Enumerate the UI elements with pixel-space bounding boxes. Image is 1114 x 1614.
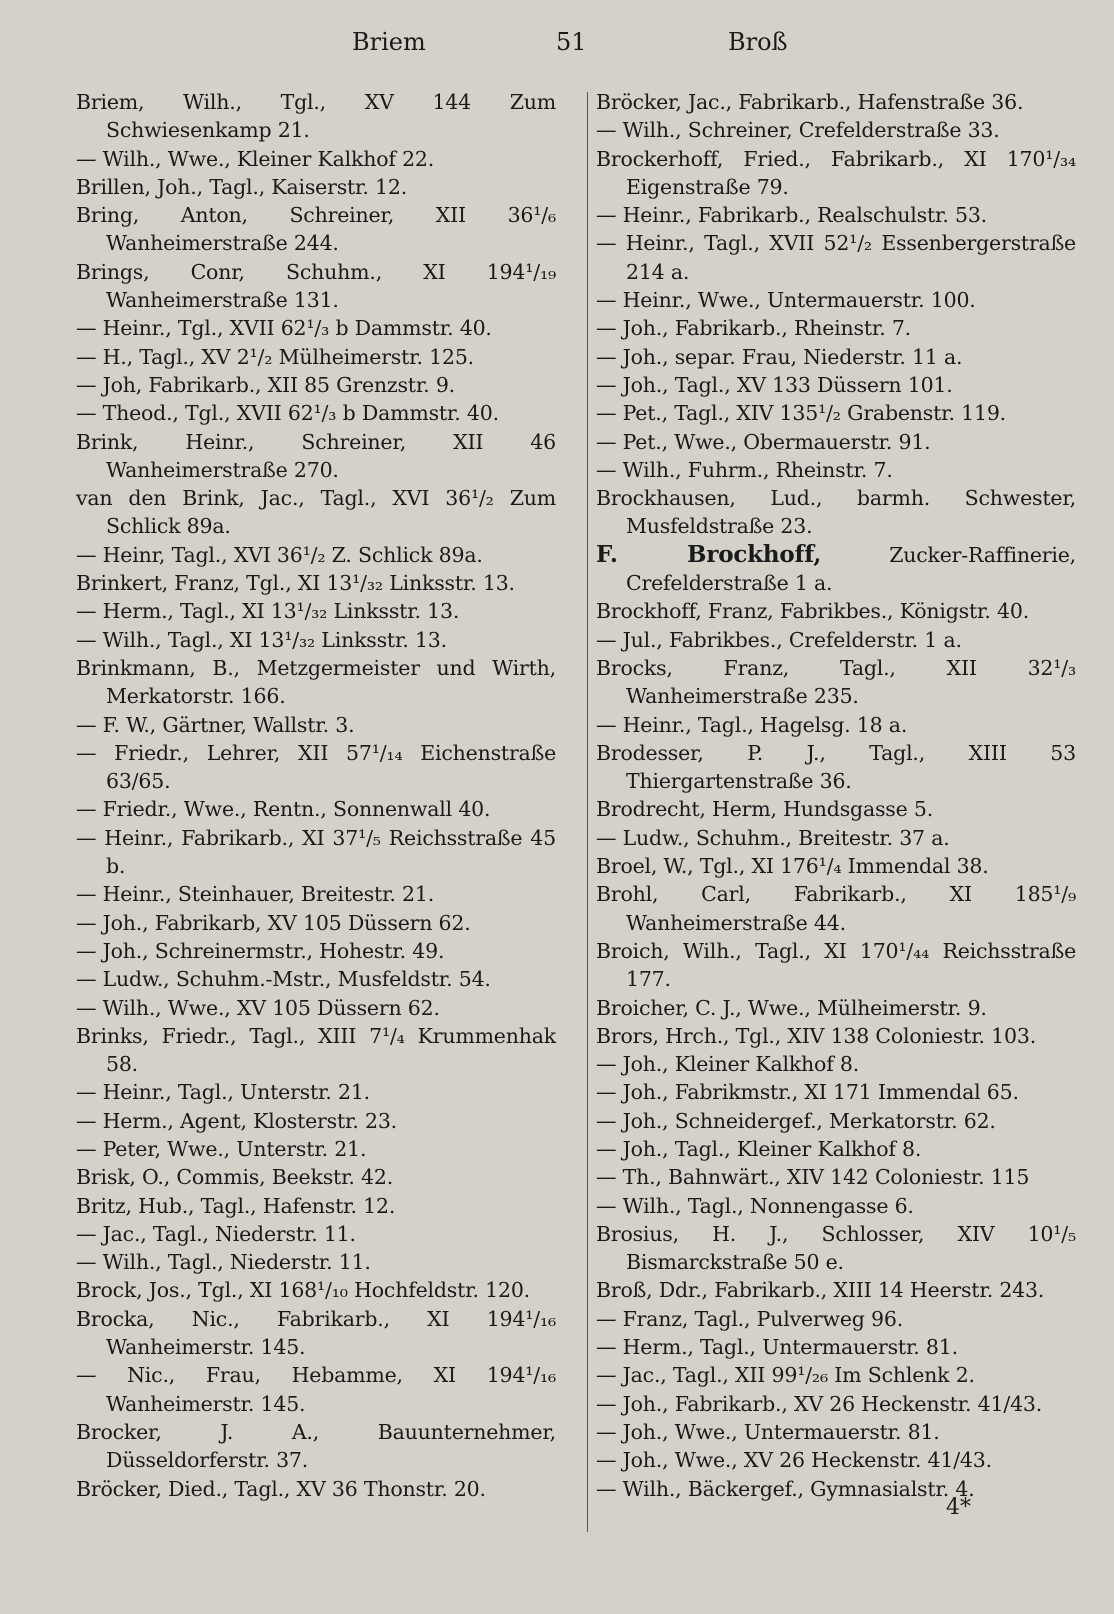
directory-entry: Bring, Anton, Schreiner, XII 36¹/₆ Wanheimerstraße 244. <box>76 203 556 256</box>
directory-entry: Brockerhoff, Fried., Fabrikarb., XI 170¹/₃₄ Eigenstraße 79. <box>596 146 1076 199</box>
page-number: 51 <box>556 28 587 56</box>
directory-entry: — Herm., Tagl., Untermauerstr. 81. <box>596 1335 958 1360</box>
featured-firm-name: F. Brockhoff, <box>596 540 822 568</box>
directory-entry: — Joh., Tagl., Kleiner Kalkhof 8. <box>596 1136 922 1161</box>
directory-entry: — Joh, Fabrikarb., XII 85 Grenzstr. 9. <box>76 372 455 397</box>
directory-entry: — Heinr., Fabrikarb., Realschulstr. 53. <box>596 203 987 228</box>
directory-entry: Bröcker, Jac., Fabrikarb., Hafenstraße 36. <box>596 90 1024 114</box>
directory-entry: — Franz, Tagl., Pulverweg 96. <box>596 1306 904 1331</box>
directory-entry: — Heinr., Tagl., Unterstr. 21. <box>76 1080 371 1105</box>
directory-entry: — Joh., Schreinermstr., Hohestr. 49. <box>76 938 445 963</box>
directory-entry: Broel, W., Tgl., XI 176¹/₄ Immendal 38. <box>596 854 989 879</box>
directory-entry: — Wilh., Wwe., Kleiner Kalkhof 22. <box>76 146 435 171</box>
directory-entry: — Heinr., Tagl., Hagelsg. 18 a. <box>596 712 908 737</box>
directory-entry: Brisk, O., Commis, Beekstr. 42. <box>76 1165 394 1190</box>
directory-entry: — Joh., Wwe., XV 26 Heckenstr. 41/43. <box>596 1448 992 1473</box>
directory-entry: — Friedr., Wwe., Rentn., Sonnenwall 40. <box>76 797 491 822</box>
directory-entry: Brockhausen, Lud., barmh. Schwester, Musfeldstraße 23. <box>596 486 1076 539</box>
directory-entry: — H., Tagl., XV 2¹/₂ Mülheimerstr. 125. <box>76 344 474 369</box>
directory-entry: Broß, Ddr., Fabrikarb., XIII 14 Heerstr. 243. <box>596 1278 1045 1303</box>
directory-entry: — Theod., Tgl., XVII 62¹/₃ b Dammstr. 40. <box>76 401 499 426</box>
directory-entry: Brock, Jos., Tgl., XI 168¹/₁₀ Hochfeldstr. 120. <box>76 1278 530 1303</box>
header-last-name: Broß <box>728 28 788 56</box>
directory-entry: — Heinr., Fabrikarb., XI 37¹/₅ Reichsstraße 45 b. <box>76 825 556 879</box>
directory-entry: Brodrecht, Herm, Hundsgasse 5. <box>596 797 934 822</box>
right-column-part-1 <box>596 88 1076 541</box>
directory-entry: — Pet., Tagl., XIV 135¹/₂ Grabenstr. 119. <box>596 401 1006 426</box>
directory-entry: Brockhoff, Franz, Fabrikbes., Königstr. 40. <box>596 599 1030 624</box>
directory-entry: Briem, Wilh., Tgl., XV 144 Zum Schwiesenkamp 21. <box>76 90 556 143</box>
directory-entry: van den Brink, Jac., Tagl., XVI 36¹/₂ Zum Schlick 89a. <box>76 486 556 539</box>
directory-entry: — Heinr., Wwe., Untermauerstr. 100. <box>596 288 976 313</box>
directory-entry: — Joh., Fabrikarb., Rheinstr. 7. <box>596 316 912 341</box>
directory-entry: — Wilh., Tagl., XI 13¹/₃₂ Linksstr. 13. <box>76 627 447 652</box>
directory-entry: — Joh., Kleiner Kalkhof 8. <box>596 1052 860 1077</box>
directory-entry: Bröcker, Died., Tagl., XV 36 Thonstr. 20. <box>76 1476 486 1501</box>
header-first-name: Briem <box>352 28 426 56</box>
directory-entry: — Jac., Tagl., XII 99¹/₂₆ Im Schlenk 2. <box>596 1363 975 1388</box>
featured-entry <box>596 541 1076 598</box>
directory-entry: Britz, Hub., Tagl., Hafenstr. 12. <box>76 1193 396 1218</box>
directory-entry: — F. W., Gärtner, Wallstr. 3. <box>76 712 355 737</box>
directory-entry: Brors, Hrch., Tgl., XIV 138 Coloniestr. 103. <box>596 1023 1037 1048</box>
signature-mark: 4* <box>946 1495 971 1520</box>
directory-entry: Broich, Wilh., Tagl., XI 170¹/₄₄ Reichsstraße 177. <box>596 938 1076 992</box>
directory-entry: — Jul., Fabrikbes., Crefelderstr. 1 a. <box>596 627 962 652</box>
directory-entry: — Wilh., Bäckergef., Gymnasialstr. 4. <box>596 1476 975 1501</box>
directory-entry: Brocker, J. A., Bauunternehmer, Düsseldorferstr. 37. <box>76 1419 556 1473</box>
right-column-part-2 <box>596 597 1076 1503</box>
directory-entry: — Joh., Tagl., XV 133 Düssern 101. <box>596 372 953 397</box>
directory-entry: Brink, Heinr., Schreiner, XII 46 Wanheimerstraße 270. <box>76 429 556 482</box>
directory-entry: — Joh., Wwe., Untermauerstr. 81. <box>596 1419 940 1444</box>
directory-entry: Broicher, C. J., Wwe., Mülheimerstr. 9. <box>596 995 987 1020</box>
directory-entry: — Ludw., Schuhm.-Mstr., Musfeldstr. 54. <box>76 967 491 992</box>
directory-entry: — Heinr., Tgl., XVII 62¹/₃ b Dammstr. 40. <box>76 316 492 341</box>
directory-entry: — Wilh., Tagl., Nonnengasse 6. <box>596 1193 914 1218</box>
directory-entry: — Friedr., Lehrer, XII 57¹/₁₄ Eichenstraße 63/65. <box>76 740 556 794</box>
directory-entry: Brinkert, Franz, Tgl., XI 13¹/₃₂ Linksstr. 13. <box>76 571 515 596</box>
directory-entry: — Joh., Fabrikarb, XV 105 Düssern 62. <box>76 910 471 935</box>
directory-entry: Brosius, H. J., Schlosser, XIV 10¹/₅ Bismarckstraße 50 e. <box>596 1221 1076 1275</box>
directory-entry: — Wilh., Wwe., XV 105 Düssern 62. <box>76 995 440 1020</box>
directory-entry: — Jac., Tagl., Niederstr. 11. <box>76 1221 356 1246</box>
right-column <box>596 88 1076 1503</box>
directory-entry: — Joh., Fabrikmstr., XI 171 Immendal 65. <box>596 1080 1019 1105</box>
directory-entry: — Heinr., Steinhauer, Breitestr. 21. <box>76 882 435 907</box>
directory-entry: — Wilh., Tagl., Niederstr. 11. <box>76 1250 371 1275</box>
directory-entry: — Joh., Schneidergef., Merkatorstr. 62. <box>596 1108 996 1133</box>
directory-entry: — Heinr., Tagl., XVII 52¹/₂ Essenbergerstraße 214 a. <box>596 231 1076 284</box>
column-divider <box>587 92 588 1532</box>
left-column <box>76 88 556 1503</box>
directory-entry: — Heinr, Tagl., XVI 36¹/₂ Z. Schlick 89a. <box>76 542 483 567</box>
directory-entry: Brocka, Nic., Fabrikarb., XI 194¹/₁₆ Wanheimerstr. 145. <box>76 1306 556 1360</box>
directory-entry: — Wilh., Fuhrm., Rheinstr. 7. <box>596 457 893 482</box>
directory-entry: Brinkmann, B., Metzgermeister und Wirth, Merkatorstr. 166. <box>76 655 556 709</box>
directory-entry: Brodesser, P. J., Tagl., XIII 53 Thiergartenstraße 36. <box>596 740 1076 794</box>
featured-entry-details: Zucker-Raffinerie, Crefelderstraße 1 a. <box>626 542 1076 596</box>
directory-entry: Brohl, Carl, Fabrikarb., XI 185¹/₉ Wanheimerstraße 44. <box>596 882 1076 935</box>
directory-entry: Brocks, Franz, Tagl., XII 32¹/₃ Wanheimerstraße 235. <box>596 655 1076 709</box>
directory-entry: — Joh., separ. Frau, Niederstr. 11 a. <box>596 344 963 369</box>
running-head <box>0 28 1114 68</box>
directory-entry: — Wilh., Schreiner, Crefelderstraße 33. <box>596 118 1000 143</box>
directory-entry: — Pet., Wwe., Obermauerstr. 91. <box>596 429 931 454</box>
directory-entry: Brings, Conr, Schuhm., XI 194¹/₁₉ Wanheimerstraße 131. <box>76 259 556 313</box>
directory-entry: Brinks, Friedr., Tagl., XIII 7¹/₄ Krummenhak 58. <box>76 1023 556 1077</box>
directory-entry: — Peter, Wwe., Unterstr. 21. <box>76 1136 367 1161</box>
directory-entry: — Joh., Fabrikarb., XV 26 Heckenstr. 41/43. <box>596 1391 1043 1416</box>
directory-entry: — Nic., Frau, Hebamme, XI 194¹/₁₆ Wanheimerstr. 145. <box>76 1363 556 1416</box>
directory-entry: — Ludw., Schuhm., Breitestr. 37 a. <box>596 825 950 850</box>
directory-entry: Brillen, Joh., Tagl., Kaiserstr. 12. <box>76 174 408 199</box>
directory-entry: — Herm., Tagl., XI 13¹/₃₂ Linksstr. 13. <box>76 599 460 624</box>
directory-entry: — Herm., Agent, Klosterstr. 23. <box>76 1108 397 1133</box>
directory-entry: — Th., Bahnwärt., XIV 142 Coloniestr. 115 <box>596 1165 1030 1190</box>
